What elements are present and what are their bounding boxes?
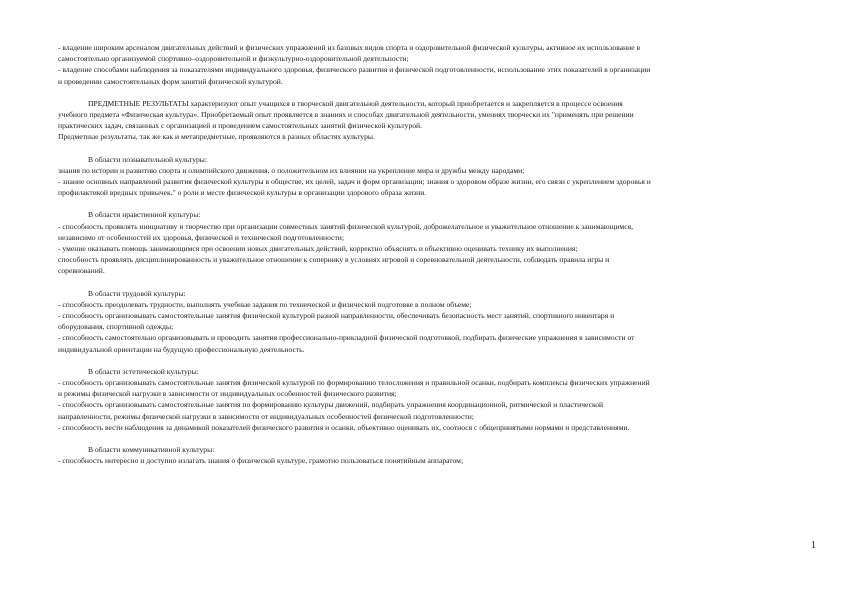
text-line: - способность преодолевать трудности, выполнять учебные задания по технической и физической подготовке в полном объеме; bbox=[58, 299, 472, 309]
text-line: - умение оказывать помощь занимающимся при освоении новых двигательных действий, корректно объяснять и объективно оценивать технику их выполнения; bbox=[58, 244, 578, 254]
subject-results-text: характеризуют опыт учащихся в творческой двигательной деятельности, который приобретается и закрепляется в процессе освоения bbox=[188, 98, 623, 108]
subject-results-first-line bbox=[58, 98, 822, 109]
text-line: - способность вести наблюдения за динамикой показателей физического развития и осанки, объективно оценивать их, соотнося с общепринятыми нормами и представлениями. bbox=[58, 422, 630, 432]
text-line: самостоятельно организуемой спортивно–оздоровительной и физкультурно-оздоровительной деятельности; bbox=[58, 54, 409, 64]
text-line: учебного предмета «Физическая культура». Приобретаемый опыт проявляется в знаниях и способах двигательной деятельности, умениях творчески их "применять при решении bbox=[58, 110, 634, 120]
section-title: В области трудовой культуры: bbox=[88, 288, 186, 298]
text-line: и проведении самостоятельных форм занятий физической культурой. bbox=[58, 76, 283, 86]
section-title: В области эстетической культуры: bbox=[88, 366, 199, 376]
text-line: практических задач, связанных с организацией и проведением самостоятельных занятий физической культурой. bbox=[58, 121, 423, 131]
section-cognitive bbox=[58, 154, 822, 199]
section-title: В области коммуникативной культуры: bbox=[88, 445, 215, 455]
section-labor bbox=[58, 288, 822, 355]
section-aesthetic bbox=[58, 366, 822, 433]
text-line: и режимы физической нагрузки в зависимости от индивидуальных особенностей физического развития; bbox=[58, 389, 397, 399]
text-line: - способность организовывать самостоятельные занятия физической культурой по формированию телосложения и правильной осанки, подбирать комплексы физических упражнений bbox=[58, 378, 650, 388]
text-line: направленности, режимы физической нагрузки в зависимости от индивидуальных особенностей физической подготовленности; bbox=[58, 411, 474, 421]
subject-results-block bbox=[58, 98, 822, 143]
text-line: знания по истории и развитию спорта и олимпийского движения, о положительном их влиянии на укрепление мира и дружбы между народами; bbox=[58, 165, 525, 175]
text-line: - владение широким арсеналом двигательных действий и физических упражнений из базовых видов спорта и оздоровительной физической культуры, активное их использование в bbox=[58, 43, 641, 52]
section-moral bbox=[58, 209, 822, 276]
section-title: В области познавательной культуры: bbox=[88, 154, 207, 164]
text-line: профилактикой вредных привычек," о роли и месте физической культуры в организации здорового образа жизни. bbox=[58, 188, 427, 198]
section-title: В области нравственной культуры: bbox=[88, 210, 201, 220]
text-line: - способность проявлять инициативу и творчество при организации совместных занятий физической культурой, доброжелательное и уважительное отношение к занимающимся, bbox=[58, 221, 633, 231]
subject-results-heading: ПРЕДМЕТНЫЕ РЕЗУЛЬТАТЫ bbox=[88, 98, 189, 108]
text-line: - способность организовывать самостоятельные занятия физической культурой разной направленности, обеспечивать безопасность мест занятий, спортивного инвентаря и bbox=[58, 311, 615, 321]
intro-block bbox=[58, 42, 822, 87]
text-line: - способность организовывать самостоятельные занятия по формированию культуры движений, подбирать упражнения координационной, ритмической и пластической bbox=[58, 400, 604, 410]
text-line: оборудования, спортивной одежды; bbox=[58, 322, 174, 332]
page-number: 1 bbox=[811, 540, 816, 551]
section-communicative bbox=[58, 444, 822, 466]
text-line: - способность самостоятельно организовывать и проводить занятия профессионально-прикладной физической подготовкой, подбирать физические упражнения в зависимости от bbox=[58, 333, 635, 343]
text-line: независимо от особенностей их здоровья, физической и технической подготовленности; bbox=[58, 232, 344, 242]
text-line: - знание основных направлений развития физической культуры в обществе, их целей, задач и форм организации; знания о здоровом образе жизни, его связи с укреплением здоровья и bbox=[58, 177, 651, 187]
text-line: способность проявлять дисциплинированность и уважительное отношение к сопернику в условиях игровой и соревновательной деятельности, соблюдать правила игры и bbox=[58, 255, 610, 265]
text-line: Предметные результаты, так же как и метапредметные, проявляются в разных областях культуры. bbox=[58, 132, 375, 142]
text-line: - владение способами наблюдения за показателями индивидуального здоровья, физического развития и физической подготовленности, использование этих показателей в организации bbox=[58, 65, 651, 75]
text-line: соревнований. bbox=[58, 266, 105, 276]
text-line: индивидуальной ориентации на будущую профессиональную деятельность. bbox=[58, 344, 305, 354]
text-line: - способность интересно и доступно излагать знания о физической культуре, грамотно пользоваться понятийным аппаратом; bbox=[58, 456, 464, 466]
